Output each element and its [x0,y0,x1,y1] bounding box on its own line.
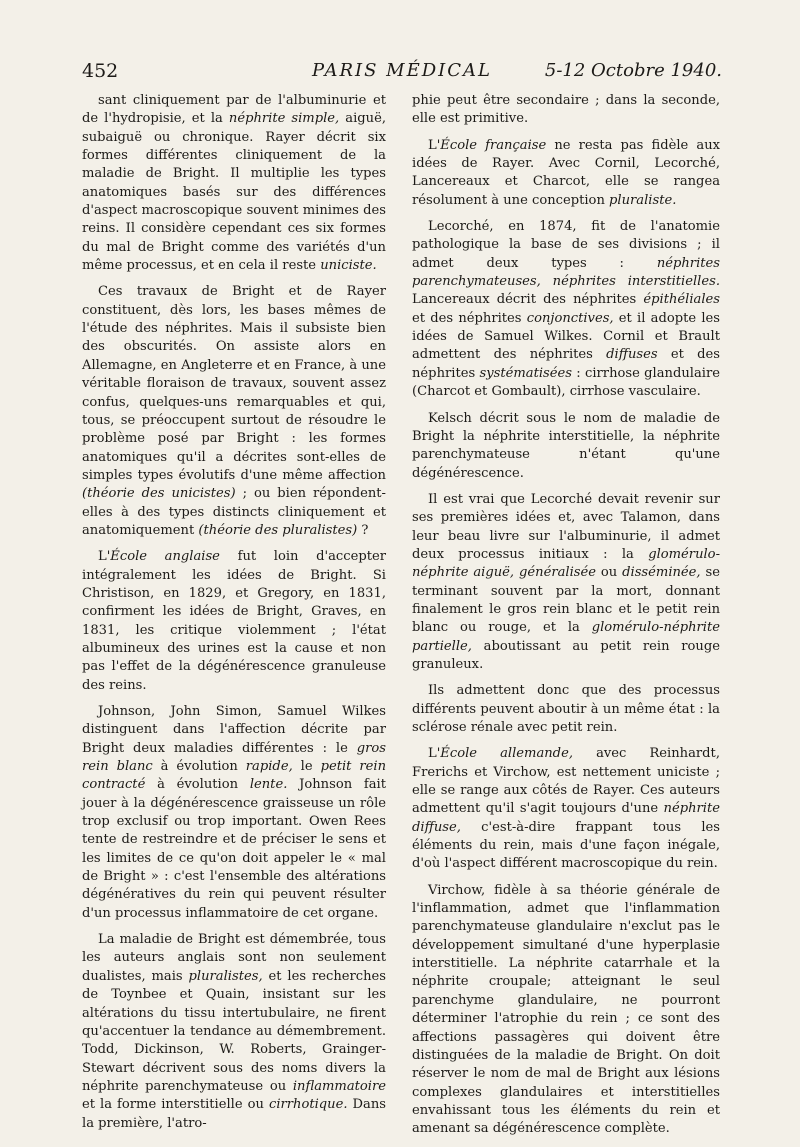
italic-term: glomérulo-néphrite aiguë, généralisée [412,546,720,581]
paragraph [412,137,720,210]
text-run: fut loin d'accepter intégralement les idées de Bright. Si Christison, en 1829, et Gregory, en 1831, confirment les idées de Bright, Graves, en 1831, les critique violemment ; l'état albumineux des urines est la cause et non pas l'effet de la dégénérescence granuleuse des reins. [82,549,386,693]
italic-term: pluralistes, [188,968,263,984]
paragraph [82,283,386,540]
paragraph [412,410,720,483]
italic-term: École allemande, [440,746,573,762]
text-run: sant cliniquement par de l'albuminurie et de l'hydropisie, et la [82,93,386,127]
italic-term: uniciste. [320,258,377,274]
paragraph [82,703,386,923]
text-run: Lancereaux décrit des néphrites [412,292,644,308]
text-run: et des néphrites [412,310,527,326]
paragraph [412,92,720,129]
text-run: et des néphrites [412,347,720,381]
text-run: Johnson, John Simon, Samuel Wilkes distinguent dans l'affection décrite par Bright deux maladies différentes : le [82,704,386,756]
text-run: Johnson fait jouer à la dégénérescence graisseuse un rôle trop exclusif ou trop important. Owen Rees tente de restreindre et de préciser le sens et les limites de ce qu'on doit appeler le « mal de Bright » : c'est l'ensemble des altérations dégénératives du rein qui peuvent résulter d'un processus inflammatoire de cet organe. [82,777,386,921]
issue-date: 5-12 Octobre 1940. [544,60,722,81]
text-run: L' [428,137,441,153]
text-run: Ils admettent donc que des processus différents peuvent aboutir à un même état : la sclérose rénale avec petit rein. [412,683,720,735]
text-run: aboutissant au petit rein rouge granuleux. [412,638,720,672]
text-run: La maladie de Bright est démembrée, tous les auteurs anglais sont non seulement dualistes, mais [82,932,386,984]
text-run: Dans la première, l'atro- [82,1097,386,1131]
italic-term: inflammatoire [292,1078,386,1094]
text-run: à évolution [145,777,250,793]
text-run: L' [428,746,441,762]
italic-term: glomérulo-néphrite partielle, [412,620,720,654]
text-run: aiguë, subaiguë ou chronique. Rayer décrit six formes différentes cliniquement de la maladie de Bright. Il multiplie les types anatomiques basés sur des différences d'aspect macroscopique souvent minimes des reins. Il considère cependant ces six formes du mal de Bright comme des variétés d'un même processus, et en cela il reste [82,111,386,274]
italic-term: petit rein contracté [82,759,386,793]
italic-term: néphrite simple, [228,111,340,127]
text-run: ? [357,522,369,538]
page-header [82,60,722,90]
text-run: avec Reinhardt, Frerichs et Virchow, est nettement uniciste ; elle se range aux côtés de Rayer. Ces auteurs admettent qu'il s'agit toujours d'une [412,746,720,817]
paragraph [82,92,386,275]
paragraph [412,882,720,1139]
italic-term: rapide, [245,759,293,775]
left-column [82,92,386,1141]
italic-term: (théorie des pluralistes) [198,522,358,538]
italic-term: épithéliales [643,292,720,308]
paragraph [412,218,720,401]
text-run: à évolution [152,759,246,775]
paragraph [82,548,386,695]
text-run: Virchow, fidèle à sa théorie générale de l'inflammation, admet que l'inflammation parenchymateuse glandulaire n'exclut pas le développement simultané d'une hyperplasie interstitielle. La néphrite catarrhale et la néphrite croupale; atteignant le seul parenchyme glandulaire, ne pourront déterminer l'atrophie du rein ; ce sont des affections passagères qui doivent être distinguées de la maladie de Bright. On doit réserver le nom de mal de Bright aux lésions complexes glandulaires et interstitielles envahissant tous les éléments du rein et amenant sa dégénérescence complète. [412,882,720,1137]
text-run: Ces travaux de Bright et de Rayer constituent, dès lors, les bases mêmes de l'étude des néphrites. Mais il subsiste bien des obscurités. On assiste alors en Allemagne, en Angleterre et en France, à une véritable floraison de travaux, souvent assez confus, quelques-uns remarquables et qui, tous, se préoccupent surtout de résoudre le problème posé par Bright : les formes anatomiques qu'il a décrites sont-elles de simples types évolutifs d'une même affection [82,284,386,483]
paragraph [412,682,720,737]
italic-term: pluraliste. [609,192,677,208]
text-run: et la forme interstitielle ou [82,1097,269,1113]
page-number: 452 [82,60,119,82]
text-run: ; ou bien répondent-elles à des types distincts cliniquement et anatomiquement [82,486,386,538]
italic-term: conjonctives, [526,310,614,326]
text-run: phie peut être secondaire ; dans la seconde, elle est primitive. [412,93,720,127]
italic-term: néphrite diffuse, [412,801,720,835]
paragraph [412,745,720,873]
text-run: ou [595,565,623,581]
text-run: le [292,759,321,775]
text-run: c'est-à-dire frappant tous les éléments du rein, mais d'une façon inégale, d'où l'aspect différent macroscopique du rein. [412,819,720,872]
right-column [412,92,720,1147]
italic-term: diffuses [606,347,658,363]
italic-term: systématisées [479,365,572,381]
paragraph [412,491,720,674]
text-run: : cirrhose glandulaire (Charcot et Gombault), cirrhose vasculaire. [412,365,720,400]
italic-term: École anglaise [110,549,220,565]
text-run: ne resta pas fidèle aux idées de Rayer. Avec Cornil, Lecorché, Lancereaux et Charcot, elle se rangea résolument à une conception [412,137,721,208]
italic-term: gros rein blanc [82,740,386,775]
text-run: se terminant souvent par la mort, donnant finalement le gros rein blanc et le petit rein blanc ou rouge, et la [412,565,720,636]
italic-term: lente. [249,777,288,793]
text-run: Kelsch décrit sous le nom de maladie de Bright la néphrite interstitielle, la néphrite parenchymateuse n'étant qu'une dégénérescence. [412,410,720,481]
italic-term: néphrites parenchymateuses, néphrites interstitielles. [412,255,720,290]
journal-title: PARIS MÉDICAL [311,60,492,81]
italic-term: École française [440,137,547,153]
italic-term: cirrhotique. [268,1097,348,1113]
text-run: et les recherches de Toynbee et Quain, insistant sur les altérations du tissu intertubulaire, ne firent qu'accentuer la tendance au démembrement. Todd, Dickinson, W. Roberts, Grainger-Stewart décrivent sous des noms divers la néphrite parenchymateuse ou [82,968,387,1094]
text-run: L' [98,549,111,565]
text-run: et il adopte les idées de Samuel Wilkes. Cornil et Brault admettent des néphrites [412,310,721,363]
paragraph [82,931,386,1133]
italic-term: disséminée, [622,565,701,581]
text-run: Lecorché, en 1874, fit de l'anatomie pathologique la base de ses divisions ; il admet deux types : [412,219,720,271]
italic-term: (théorie des unicistes) [82,486,236,502]
text-run: Il est vrai que Lecorché devait revenir sur ses premières idées et, avec Talamon, dans leur beau livre sur l'albuminurie, il admet deux processus initiaux : la [412,491,720,562]
